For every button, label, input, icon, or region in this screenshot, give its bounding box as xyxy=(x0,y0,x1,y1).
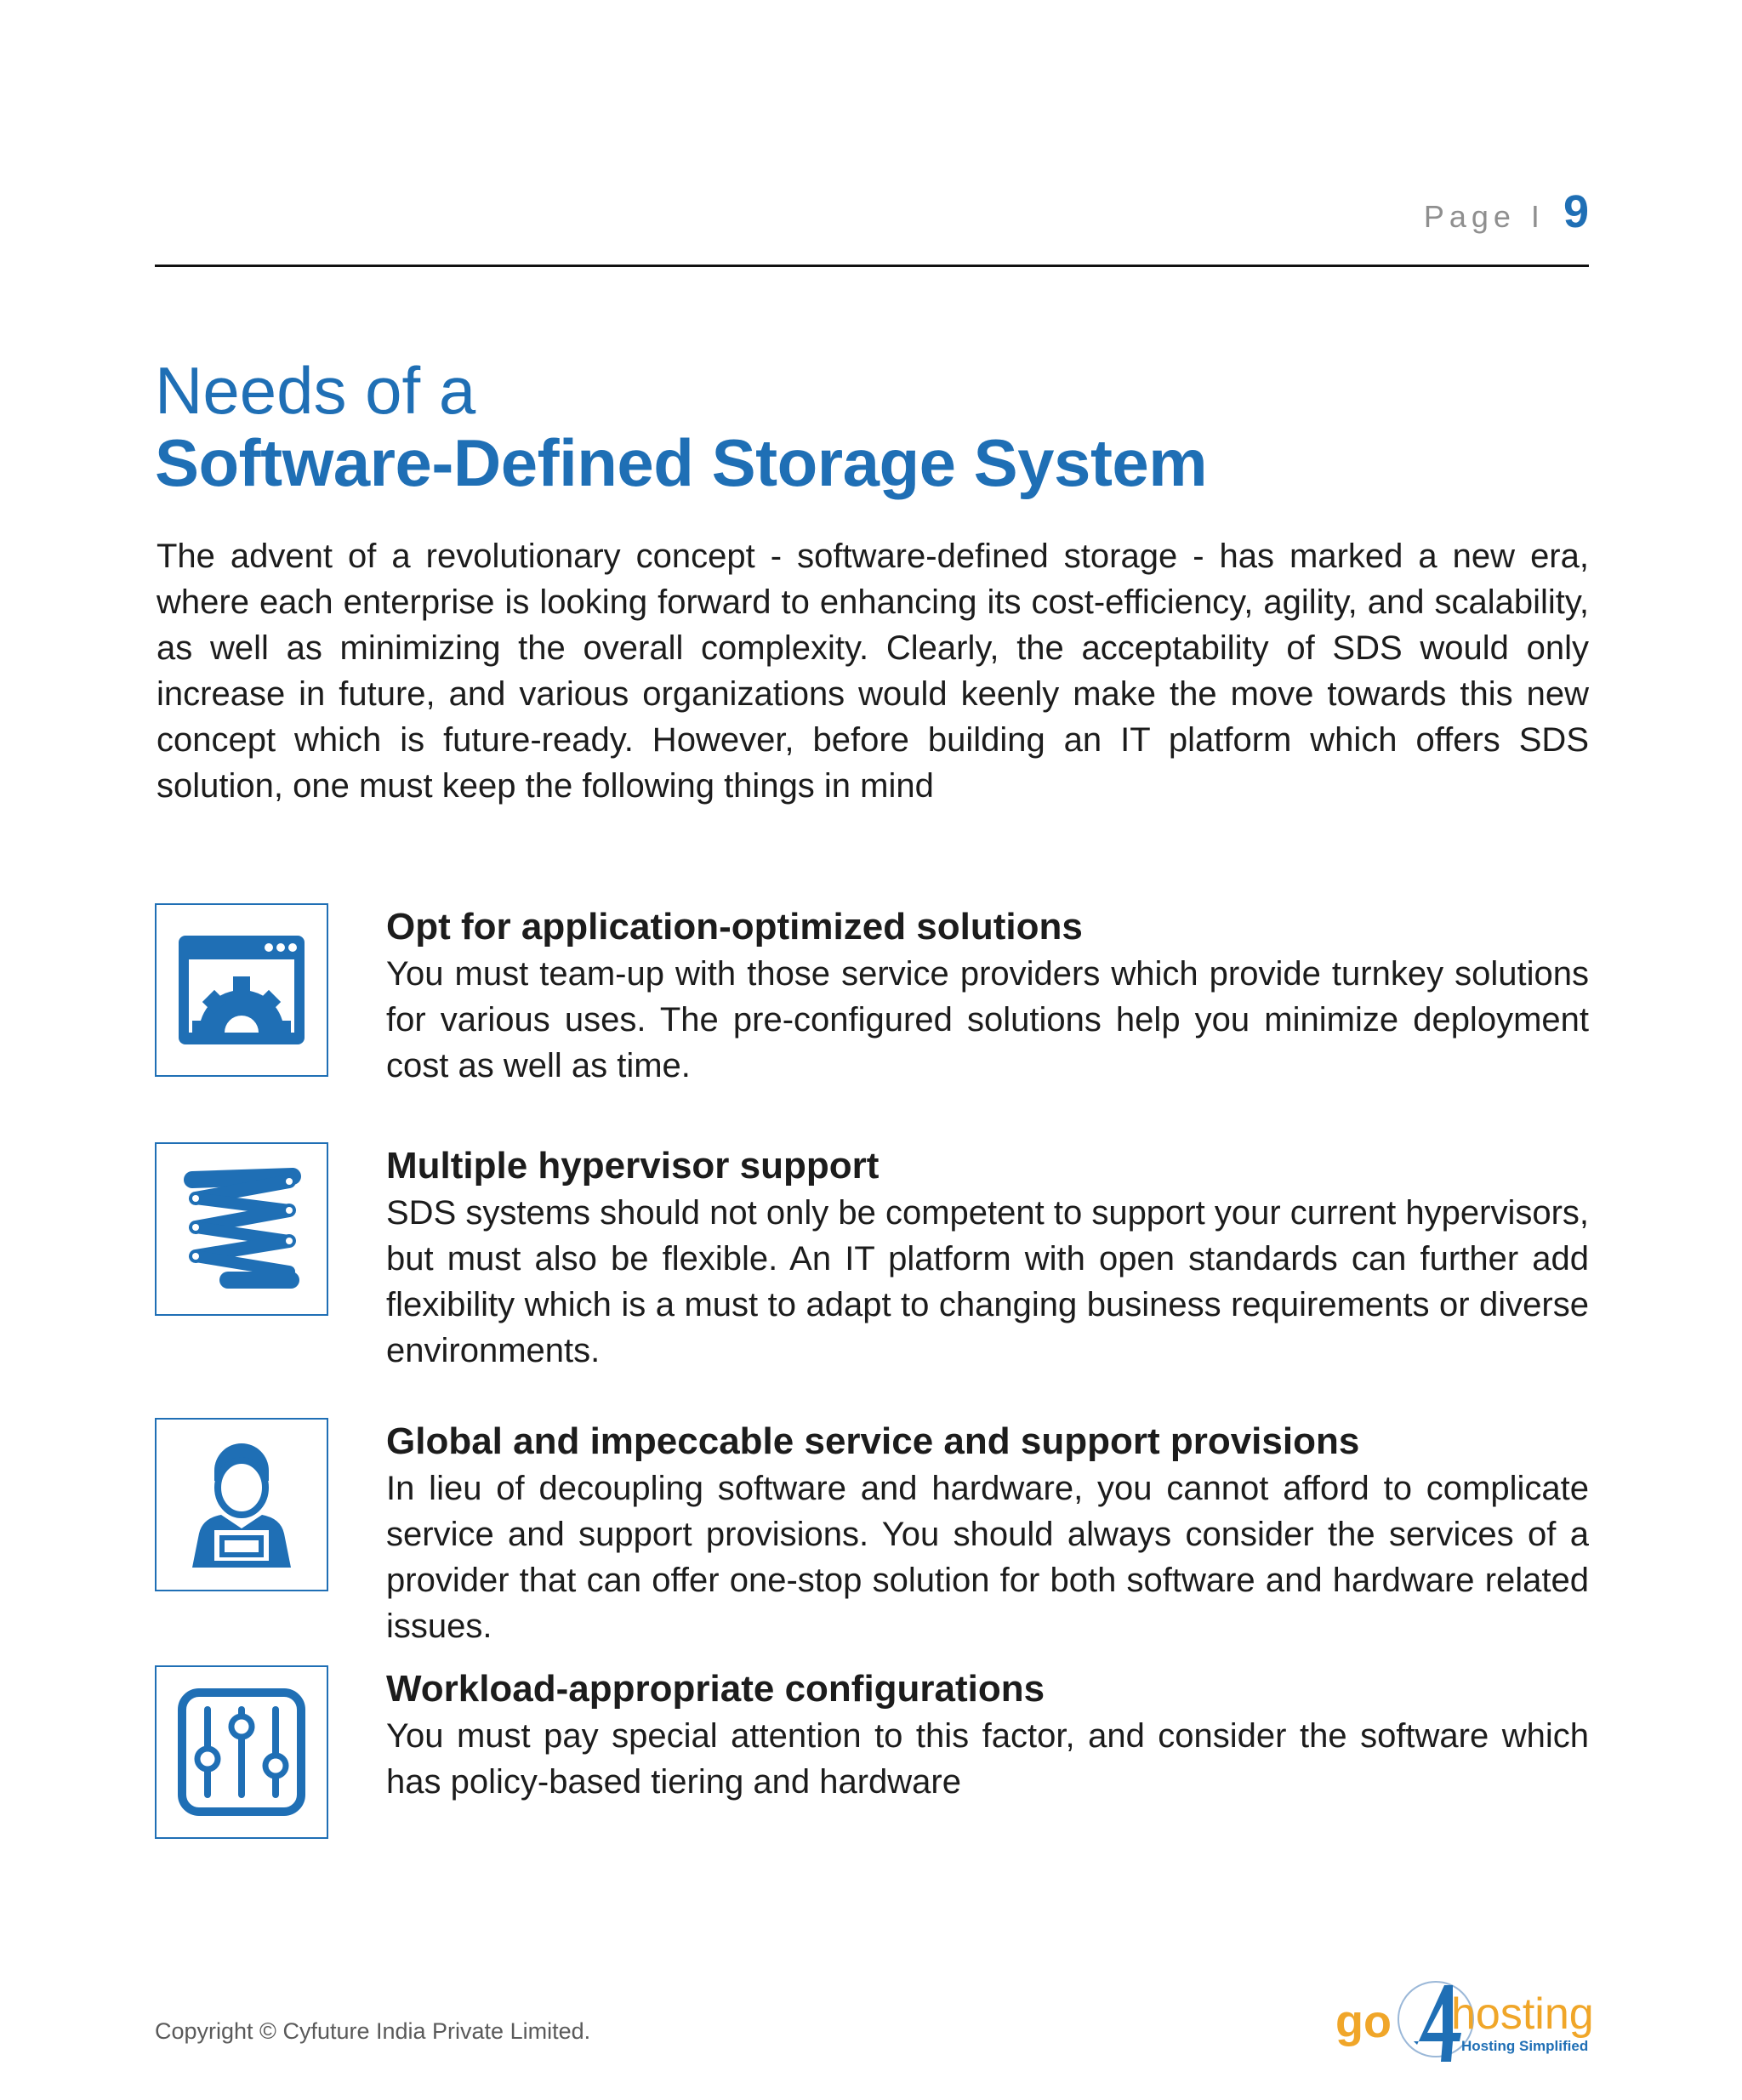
support-agent-icon xyxy=(155,1418,328,1591)
page-label: Page xyxy=(1423,199,1516,234)
feature-body: In lieu of decoupling software and hardware, you cannot afford to complicate service and support provisions. You should always consider the services of a provider that can offer one-stop solution for both software and hardware related issues. xyxy=(386,1470,1589,1645)
logo-tagline: Hosting Simplified xyxy=(1461,2038,1589,2054)
page-title-line2: Software-Defined Storage System xyxy=(155,425,1208,500)
browser-gear-icon xyxy=(155,903,328,1077)
feature-heading: Opt for application-optimized solutions xyxy=(386,906,1083,948)
go4hosting-logo xyxy=(1335,1973,1594,2067)
feature-heading: Global and impeccable service and support provisions xyxy=(386,1420,1360,1462)
feature-body: You must pay special attention to this factor, and consider the software which has policy-based tiering and hardware xyxy=(386,1717,1589,1801)
logo-go-text: go xyxy=(1335,1996,1392,2047)
page-title-line1: Needs of a xyxy=(155,353,476,428)
header-rule xyxy=(155,265,1589,267)
spring-coil-icon xyxy=(155,1142,328,1316)
page-separator: I xyxy=(1530,199,1545,234)
feature-body: You must team-up with those service providers which provide turnkey solutions for various uses. The pre-configured solutions help you minimize deployment cost as well as time. xyxy=(386,955,1589,1084)
intro-paragraph: The advent of a revolutionary concept - software-defined storage - has marked a new era, where each enterprise is looking forward to enhancing its cost-efficiency, agility, and scalability, as well as minimizing the overall complexity. Clearly, the acceptability of SDS would only increase in future, and various organizations would keenly make the move towards this new concept which is future-ready. However, before building an IT platform which offers SDS solution, one must keep the following things in mind xyxy=(157,538,1589,805)
sliders-icon xyxy=(155,1665,328,1839)
logo-hosting-text: hosting xyxy=(1451,1989,1594,2039)
feature-heading: Workload-appropriate configurations xyxy=(386,1668,1045,1710)
page-number xyxy=(1424,185,1589,238)
page-number-value: 9 xyxy=(1563,186,1589,237)
feature-heading: Multiple hypervisor support xyxy=(386,1145,880,1187)
copyright-text: Copyright © Cyfuture India Private Limited. xyxy=(155,2018,591,2044)
feature-body: SDS systems should not only be competent to support your current hypervisors, but must also be flexible. An IT platform with open standards can further add flexibility which is a must to adapt to changing business requirements or diverse environments. xyxy=(386,1194,1590,1369)
